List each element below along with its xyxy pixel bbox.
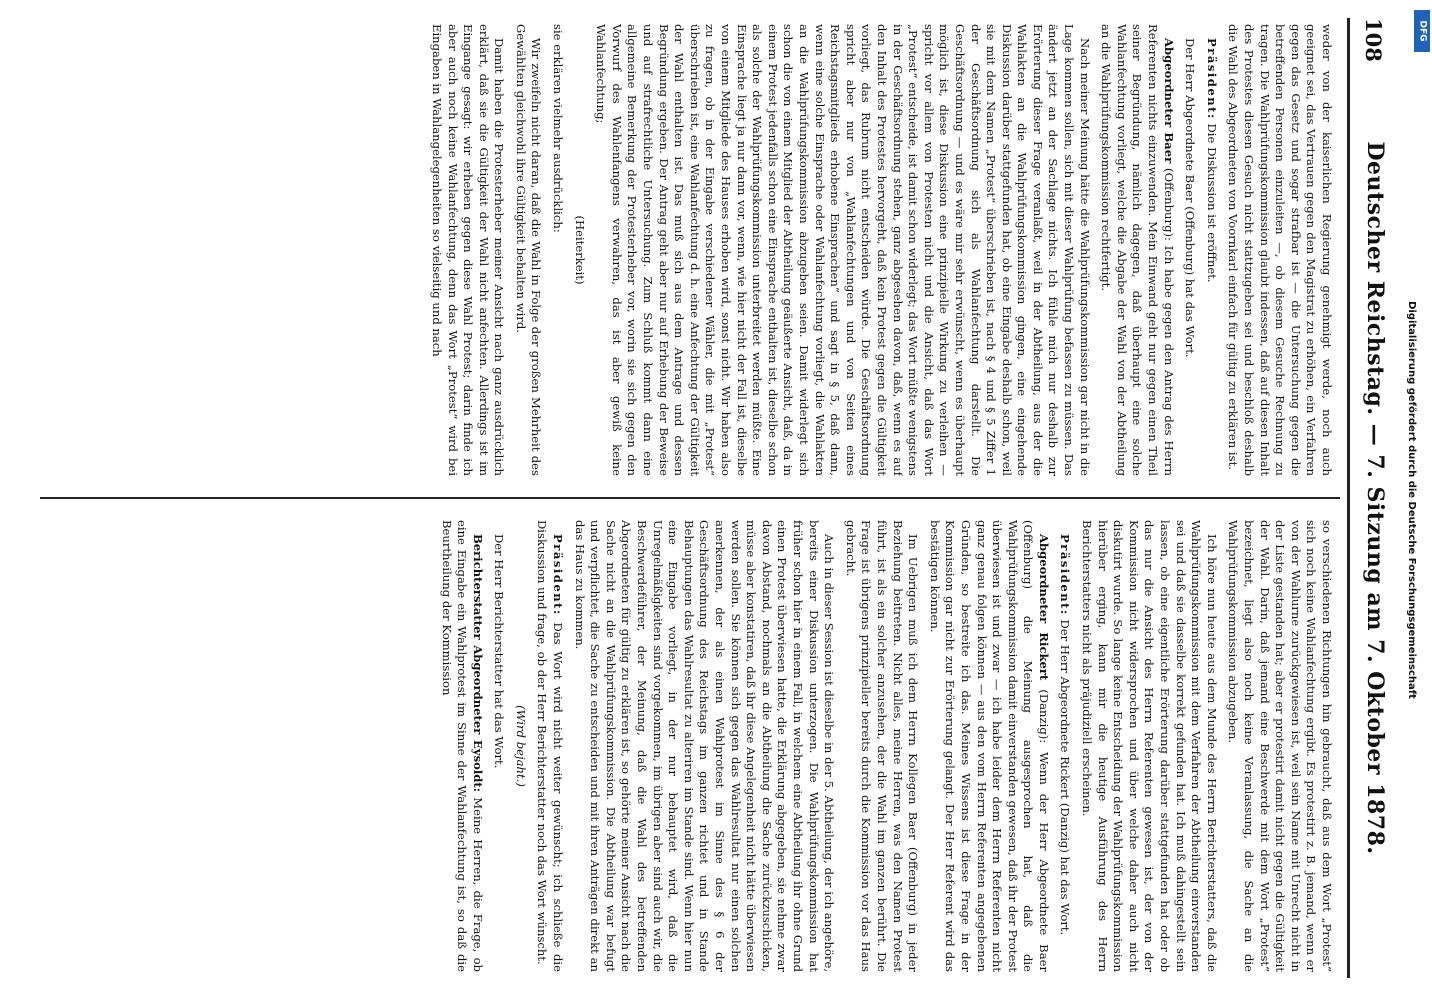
speaker-label: Präsident: <box>1204 38 1219 120</box>
quotation: Wir zweifeln nicht daran, daß die Wahl in Folge der großen Mehrheit des Gewählten gleichwohl ihre Gültigkeit behalten wird. <box>513 24 544 476</box>
paragraph: weder von der kaiserlichen Regierung genehmigt werde, noch auch geeignet sei, das Vertrauen gegen den Magistrat zu erhöhen, ein Verfahren gegen das Gesetz und sogar strafbar ist — die Untersuchung gegen die betreffenden Personen einzuleiten —, ob diesem Gesuche Rechnung zu tragen. Die Wahlprüfungskommission glaubt indessen, daß auf diesen Inhalt des Protestes diesen Gesuch nicht stattzugeben sei und beschloß deshalb die Wahl des Abgeordneten von Voornkarl einfach für gültig zu erklären ist. <box>1226 24 1334 476</box>
speaker-label: Abgeordneter Baer <box>1161 38 1176 164</box>
paragraph <box>926 520 1051 972</box>
paragraph <box>438 520 485 972</box>
paragraph-text: Das Wort wird nicht weiter gewünscht; ich schließe die Diskussion und frage, ob der Herr Berichterstatter noch das Wort wünscht. <box>535 520 566 972</box>
speaker-label: Abgeordneter Rickert <box>1036 534 1051 681</box>
paragraph: sie erklären vielmehr ausdrücklich: <box>551 24 566 233</box>
paragraph: Im Uebrigen muß ich dem Herrn Kollegen Baer (Offenburg) in jeder Beziehung beitreten. Nicht alles, meine Herren, was den Namen Protest führt, ist als ein solcher anzusehen, der die Wahl im ganzen berührt. Die Frage ist übrigens prinzipieller bereits durch die Kommission vor das Haus gebracht. <box>843 520 921 972</box>
running-title: Deutscher Reichstag. — 7. Sitzung am 7. Oktober 1878. <box>1362 141 1388 855</box>
digitization-credit: Digitalisierung gefördert durch die Deutsche Forschungsgemeinschaft <box>1406 301 1417 699</box>
paragraph: Auch in dieser Session ist dieselbe in der 5. Abtheilung, der ich angehöre, bereits einer Diskussion unterzogen. Die Wahlprüfungskommission hat früher schon hier in einem Fall, in welchem eine Abtheilung ihr ohne Grund einen Protest überwiesen hatte, die Erklärung abgegeben, sie nehme zwar davon Abstand, nochmals an die Abtheilung die Sache zurückzuschicken, müsse aber konstatiren, daß ihr diese Angelegenheit nicht hätte überwiesen werden sollen. Sie können sich gegen das Wahlresultat nur einen solchen anerkennen, der als einen Wahlprotest im Sinne des § 6 der Geschäftsordnung des Reichstags im ganzen richtet und in Stande Behauptungen das Wahlresultat zu alteriren im Stande sind. Wenn hier nun eine Eingabe vorliegt, in der nur behauptet wird, daß die Unregelmäßigkeiten sind vorgekommen, im übrigen aber sind auch wir, die Beschwerdeführer, der Meinung, daß die Wahl des betreffenden Abgeordneten für gültig zu erklären ist, so gehörte meiner Ansicht nach die Sache nicht an die Wahlprüfungskommission. Die Abtheilung war befugt und verpflichtet, die Sache zu entscheiden und mit ihren Anträgen direkt an das Haus zu kommen. <box>572 520 837 972</box>
paragraph: Ich höre nun heute aus dem Munde des Herrn Berichterstatters, daß die Wahlprüfungskommission mit dem Verfahren der Abtheilung einverstanden sei und daß sie dasselbe korrekt gefunden hat. Ich muß dahingestellt sein lassen, ob eine eigentliche Erörterung darüber stattgefunden hat oder ob das nur die Ansicht des Herrn Referenten gewesen ist, der von der Kommission nicht widersprochen und über welche daher auch nicht diskutirt wurde. So lange keine Entscheidung der Wahlprüfungskommission hierüber erging, kann mir die heutige Ausführung des Herrn Berichterstatters nicht als präjudiziell erscheinen. <box>1080 520 1219 972</box>
paragraph: Nach meiner Meinung hätte die Wahlprüfungskommission gar nicht in die Lage kommen sollen, sich mit dieser Wahlprüfung befassen zu müssen. Das ändert jetzt an der Sachlage nichts. Ich fühle mich nur deshalb zur Erörterung dieser Frage veranlaßt, weil in der Abtheilung, aus der die Wahlakten an die Wahlprüfungskommission gingen, eine eingehende Diskussion darüber stattgefunden hat, ob eine Eingabe deshalb schon, weil sie mit dem Namen „Protest“ überschrieben ist, nach § 4 und § 5 Ziffer 1 der Geschäftsordnung sich als Wahlanfechtung darstellt. Die Geschäftsordnung — und es wäre mir sehr erwünscht, wenn es überhaupt möglich ist, diese Diskussion eine prinzipielle Wirkung zu verleihen — spricht vor allem von Protesten nicht und die Ansicht, daß das Wort „Protest“ entscheide, ist damit schon widerlegt; das Wort müßte wenigstens in der Geschäftsordnung stehen, ganz abgesehen davon, daß, wenn es auf den Inhalt des Protestes hervorgeht, daß kein Protest gegen die Gültigkeit vorliegt, das Rubrum nicht entscheiden würde. Die Geschäftsordnung spricht aber nur von „Wahlanfechtungen und von Seiten eines Reichstagsmitglieds erhobene Einsprachen“ und sagt in § 5, daß dann, wenn eine solche Einsprache oder Wahlanfechtung vorliegt, die Wahlakten an die Wahlprüfungskommission abzugeben seien. Damit widerlegt sich schon die von einem Mitglied der Abtheilung geäußerte Ansicht, daß, da in einem Protest jedenfalls schon eine Einsprache enthalten ist, dieselbe schon als solche der Wahlprüfungskommission unterbreitet werden müßte. Eine Einsprache liegt ja nur dann vor, wenn, wie hier nicht der Fall ist, dieselbe von einem Mitgliede des Hauses erhoben wird, sonst nicht. Wir haben also zu fragen, ob in der Eingabe verschiedener Wähler, die mit „Protest“ überschrieben ist, eine Wahlanfechtung d. h. eine Anfechtung der Gültigkeit der Wahl enthalten ist. Das muß sich aus dem Antrage und dessen Begründung ergeben. Der Antrag geht aber nur auf Erhebung der Beweise und auf strafrechtliche Untersuchung. Zum Schluß kommt dann eine allgemeine Bemerkung der Protesterheber vor, worin sie sich gegen den Vorwurf des Wahlenfangens verwahren, das ist aber gewiß keine Wahlanfechtung; <box>594 24 1092 476</box>
rotated-page <box>12 0 1412 1000</box>
paragraph <box>1098 24 1176 476</box>
speaker-label: Präsident: <box>551 534 566 616</box>
header-rule <box>1347 18 1350 978</box>
paragraph <box>1203 24 1219 476</box>
dfg-logo <box>1414 10 1430 52</box>
paragraph <box>534 520 565 972</box>
page-header <box>1348 18 1392 978</box>
interjection: (Wird bejaht.) <box>513 705 528 787</box>
speaker-label: Präsident: <box>1058 534 1073 616</box>
page-number: 108 <box>1361 18 1386 62</box>
paragraph-text: Der Herr Abgeordnete Rickert (Danzig) hat das Wort. <box>1058 619 1073 936</box>
interjection: (Heiterkeit) <box>572 215 587 285</box>
left-column <box>44 24 1334 476</box>
paragraph: Damit haben die Protesterheber meiner Ansicht nach ganz ausdrücklich erklärt, daß sie die Gültigkeit der Wahl nicht anfechten. Allerdings ist im Eingange gesagt: wir erheben gegen diese Wahl Protest; darin finde ich aber auch noch keine Wahlanfechtung, denn das Wort „Protest“ wird bei Eingaben in Wahlangelegenheiten so vielseitig und nach <box>429 24 507 476</box>
right-column <box>44 520 1334 972</box>
paragraph-text: Meine Herren, die Frage, ob eine Eingabe ein Wahlprotest im Sinne der Wahlanfechtung ist, so daß die Beurtheilung der Kommission <box>439 520 485 972</box>
paragraph: Der Herr Berichterstatter hat das Wort. <box>492 534 507 769</box>
speaker-label: Berichterstatter Abgeordneter Eysoldt: <box>470 534 485 792</box>
paragraph <box>1057 520 1073 972</box>
paragraph-text: (Danzig): Wenn der Herr Abgeordnete Baer (Offenburg) die Meinung ausgesprochen hat, daß die Wahlprüfungskommission damit einverstanden gewesen, daß ihr der Protest überwiesen ist und zwar — ich habe leider dem Herrn Referenten nicht ganz genau folgen können — aus den vom Herrn Referenten angegebenen Gründen, so bestreite ich das. Meines Wissens ist diese Frage in der Kommission gar nicht zur Erörterung gelangt. Der Herr Referent wird das bestätigen können. <box>927 520 1051 972</box>
paragraph: Der Herr Abgeordnete Baer (Offenburg) hat das Wort. <box>1183 38 1198 358</box>
dfg-logo-text: DFG <box>1417 20 1428 42</box>
paragraph: so verschiedenen Richtungen hin gebraucht, daß aus dem Wort „Protest“ sich noch keine Wahlanfechtung ergibt. Es protestirt z. B. jemand, wenn er von der Wahlurne zurückgewiesen ist, weil sein Name mit Unrecht nicht in der Liste gestanden hat; aber er protestirt damit nicht gegen die Gültigkeit der Wahl. Darin, daß jemand eine Beschwerde mit dem Wort „Protest“ bezeichnet, liegt also noch keine Veranlassung, die Sache an die Wahlprüfungskommission abzugeben. <box>1226 520 1334 972</box>
paragraph-text: Die Diskussion ist eröffnet. <box>1204 123 1219 283</box>
paragraph-text: (Offenburg): Ich habe gegen den Antrag des Herrn Referenten nichts einzuwenden. Mein Einwand geht nur gegen einen Theil seiner Begründung, nämlich dagegen, daß überhaupt eine solche Wahlanfechtung vorliegt, welche die Abgabe der Wahl von der Abtheilung an die Wahlprüfungskommission rechtfertigt. <box>1099 24 1176 476</box>
column-rule <box>40 497 1340 499</box>
